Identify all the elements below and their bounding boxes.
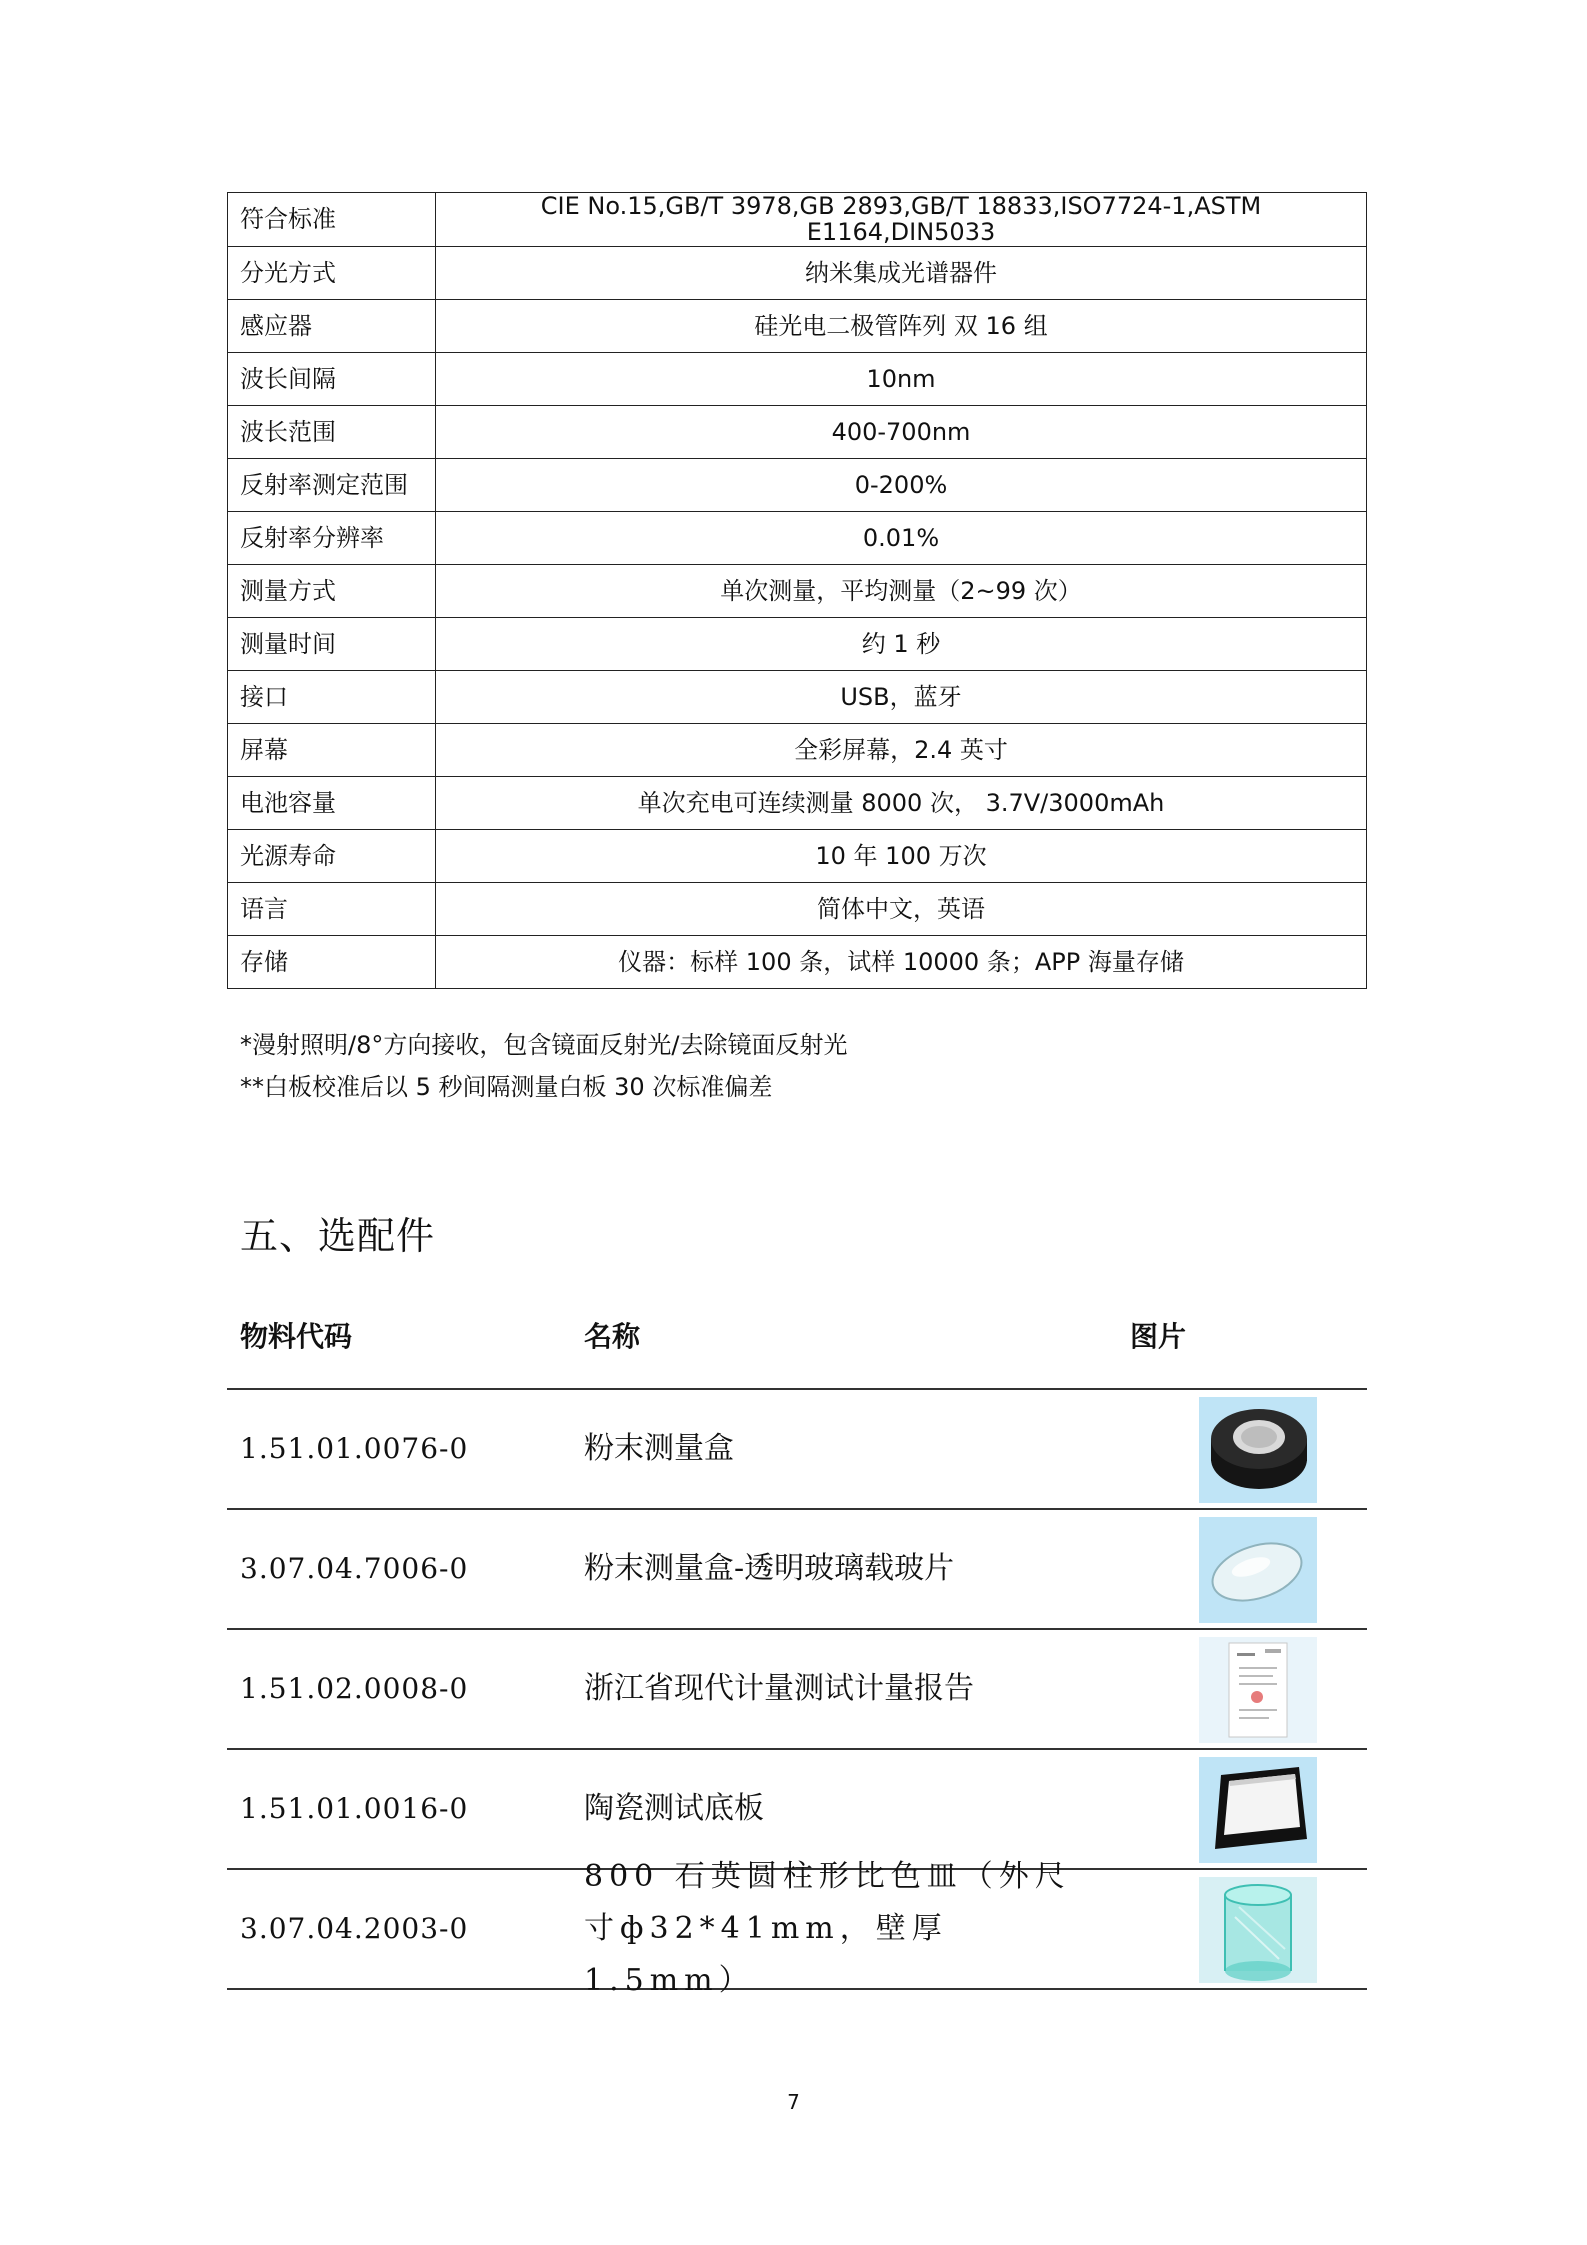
powder-box-icon [1199,1397,1317,1503]
material-code: 1.51.01.0016-0 [240,1792,469,1825]
spec-label: 屏幕 [228,723,436,776]
accessories-table [227,1388,1367,1998]
spec-row [228,776,1367,829]
spec-value: 0-200% [436,458,1367,511]
spec-row [228,617,1367,670]
spec-value: USB，蓝牙 [436,670,1367,723]
accessory-row [227,1859,1367,1998]
report-document-icon [1199,1637,1317,1743]
spec-label: 存储 [228,935,436,988]
accessory-row [227,1508,1367,1628]
accessory-row [227,1388,1367,1508]
spec-label: 反射率分辨率 [228,511,436,564]
column-header-name: 名称 [584,1320,641,1353]
spec-value: 400-700nm [436,405,1367,458]
spec-value: 10nm [436,352,1367,405]
accessory-row [227,1628,1367,1748]
page-number: 7 [787,2090,800,2114]
spec-value: 硅光电二极管阵列 双 16 组 [436,299,1367,352]
accessory-name: 800 石英圆柱形比色皿（外尺寸ф32*41mm，壁厚 1.5mm） [584,1859,1071,1998]
accessory-name: 粉末测量盒 [584,1431,734,1466]
spec-label: 语言 [228,882,436,935]
spec-value: 仪器：标样 100 条，试样 10000 条；APP 海量存储 [436,935,1367,988]
spec-label: 接口 [228,670,436,723]
footnotes [240,1024,847,1108]
spec-row [228,352,1367,405]
spec-row [228,723,1367,776]
spec-row [228,458,1367,511]
material-code: 1.51.01.0076-0 [240,1432,469,1465]
spec-label: 分光方式 [228,246,436,299]
spec-value: 纳米集成光谱器件 [436,246,1367,299]
column-header-image: 图片 [1130,1320,1187,1353]
quartz-cuvette-icon [1199,1877,1317,1983]
spec-label: 波长间隔 [228,352,436,405]
spec-row [228,193,1367,247]
footnote: *漫射照明/8°方向接收，包含镜面反射光/去除镜面反射光 [240,1031,848,1059]
glass-slide-icon [1199,1517,1317,1623]
spec-label: 测量时间 [228,617,436,670]
accessory-name: 陶瓷测试底板 [584,1791,764,1826]
spec-row [228,511,1367,564]
material-code: 3.07.04.2003-0 [240,1912,469,1945]
spec-label: 反射率测定范围 [228,458,436,511]
spec-label: 感应器 [228,299,436,352]
spec-row [228,935,1367,988]
spec-value: CIE No.15,GB/T 3978,GB 2893,GB/T 18833,ISO7724-1,ASTM E1164,DIN5033 [436,193,1367,247]
spec-value: 单次充电可连续测量 8000 次， 3.7V/3000mAh [436,776,1367,829]
spec-value: 全彩屏幕，2.4 英寸 [436,723,1367,776]
spec-table [227,192,1367,989]
footnote: **白板校准后以 5 秒间隔测量白板 30 次标准偏差 [240,1073,773,1101]
spec-label: 光源寿命 [228,829,436,882]
spec-value: 单次测量，平均测量（2~99 次） [436,564,1367,617]
spec-row [228,829,1367,882]
spec-value: 约 1 秒 [436,617,1367,670]
spec-row [228,882,1367,935]
spec-value: 简体中文，英语 [436,882,1367,935]
ceramic-plate-icon [1199,1757,1317,1863]
accessory-name: 浙江省现代计量测试计量报告 [584,1671,974,1706]
accessory-name: 粉末测量盒-透明玻璃载玻片 [584,1551,955,1586]
accessories-header [227,1305,1367,1385]
spec-row [228,246,1367,299]
spec-row [228,299,1367,352]
section-title: 五、选配件 [240,1214,436,1258]
spec-label: 符合标准 [228,193,436,247]
material-code: 1.51.02.0008-0 [240,1672,469,1705]
spec-label: 测量方式 [228,564,436,617]
spec-row [228,670,1367,723]
spec-value: 10 年 100 万次 [436,829,1367,882]
column-header-code: 物料代码 [240,1320,353,1353]
accessory-row [227,1748,1367,1868]
material-code: 3.07.04.7006-0 [240,1552,469,1585]
spec-label: 电池容量 [228,776,436,829]
spec-row [228,564,1367,617]
spec-label: 波长范围 [228,405,436,458]
spec-row [228,405,1367,458]
spec-value: 0.01% [436,511,1367,564]
